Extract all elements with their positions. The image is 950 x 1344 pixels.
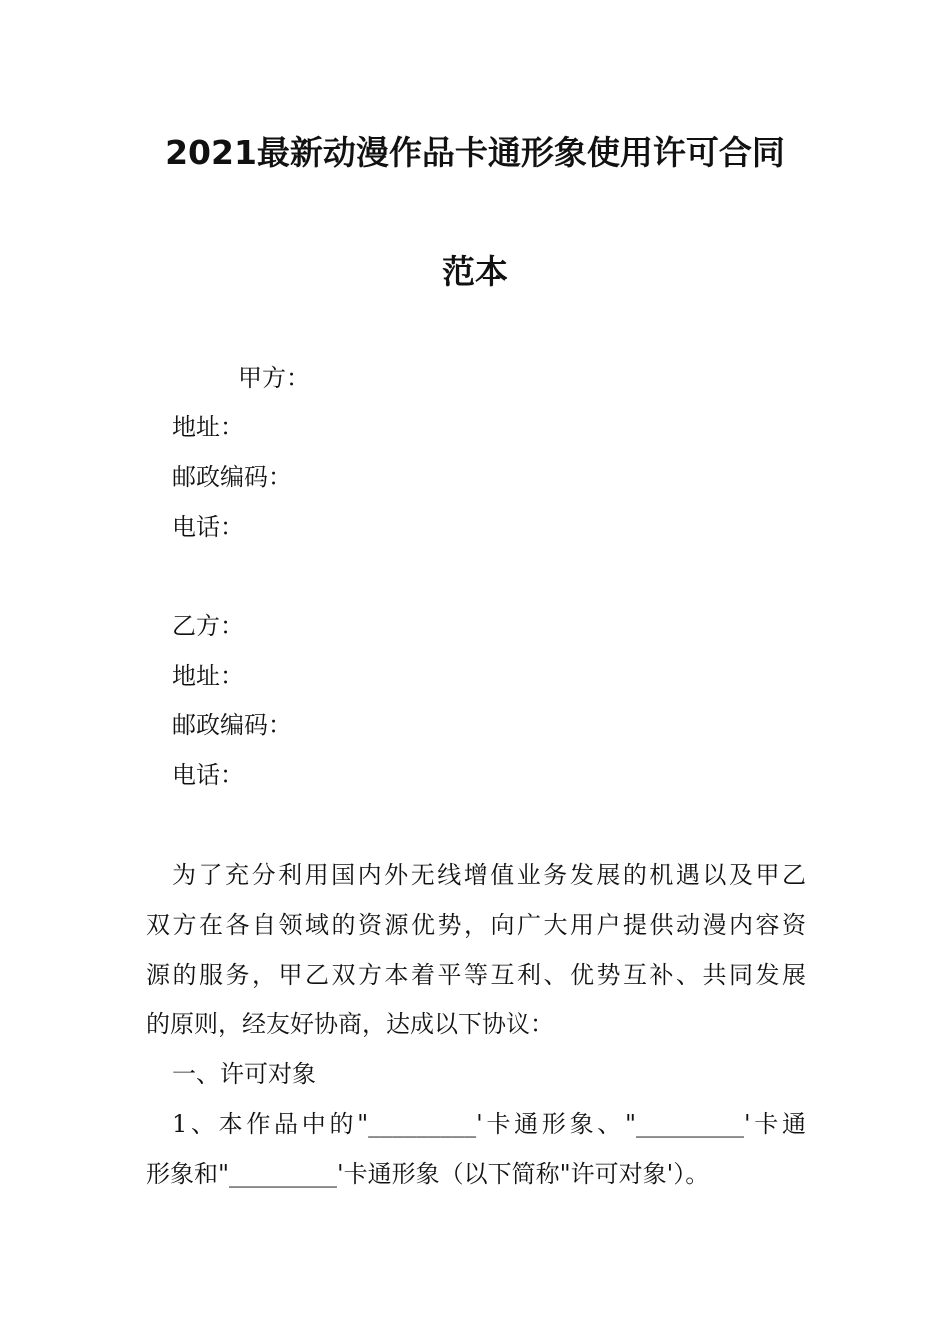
preamble-line: 双方在各自领域的资源优势，向广大用户提供动漫内容资 bbox=[146, 911, 806, 939]
party-b-label: 乙方： bbox=[172, 612, 244, 640]
preamble-line: 为了充分利用国内外无线增值业务发展的机遇以及甲乙 bbox=[172, 861, 806, 889]
clause-1-line: 形象和"_________'卡通形象（以下简称"许可对象'）。 bbox=[146, 1160, 710, 1188]
party-b-address: 地址： bbox=[172, 662, 244, 690]
party-b-postal-code: 邮政编码： bbox=[172, 711, 292, 739]
party-a-label: 甲方： bbox=[238, 364, 310, 392]
party-a-address: 地址： bbox=[172, 413, 244, 441]
preamble-line: 的原则，经友好协商，达成以下协议： bbox=[146, 1010, 554, 1038]
document-title-line-1: 2021最新动漫作品卡通形象使用许可合同 bbox=[165, 133, 785, 172]
party-a-postal-code: 邮政编码： bbox=[172, 463, 292, 491]
party-a-phone: 电话： bbox=[172, 513, 244, 541]
preamble-line: 源的服务，甲乙双方本着平等互利、优势互补、共同发展 bbox=[146, 961, 806, 989]
party-b-phone: 电话： bbox=[172, 761, 244, 789]
clause-1-line: 1、本作品中的"_________'卡通形象、"_________'卡通 bbox=[172, 1110, 806, 1138]
document-title-line-2: 范本 bbox=[442, 252, 508, 291]
section-1-heading: 一、许可对象 bbox=[172, 1060, 316, 1088]
